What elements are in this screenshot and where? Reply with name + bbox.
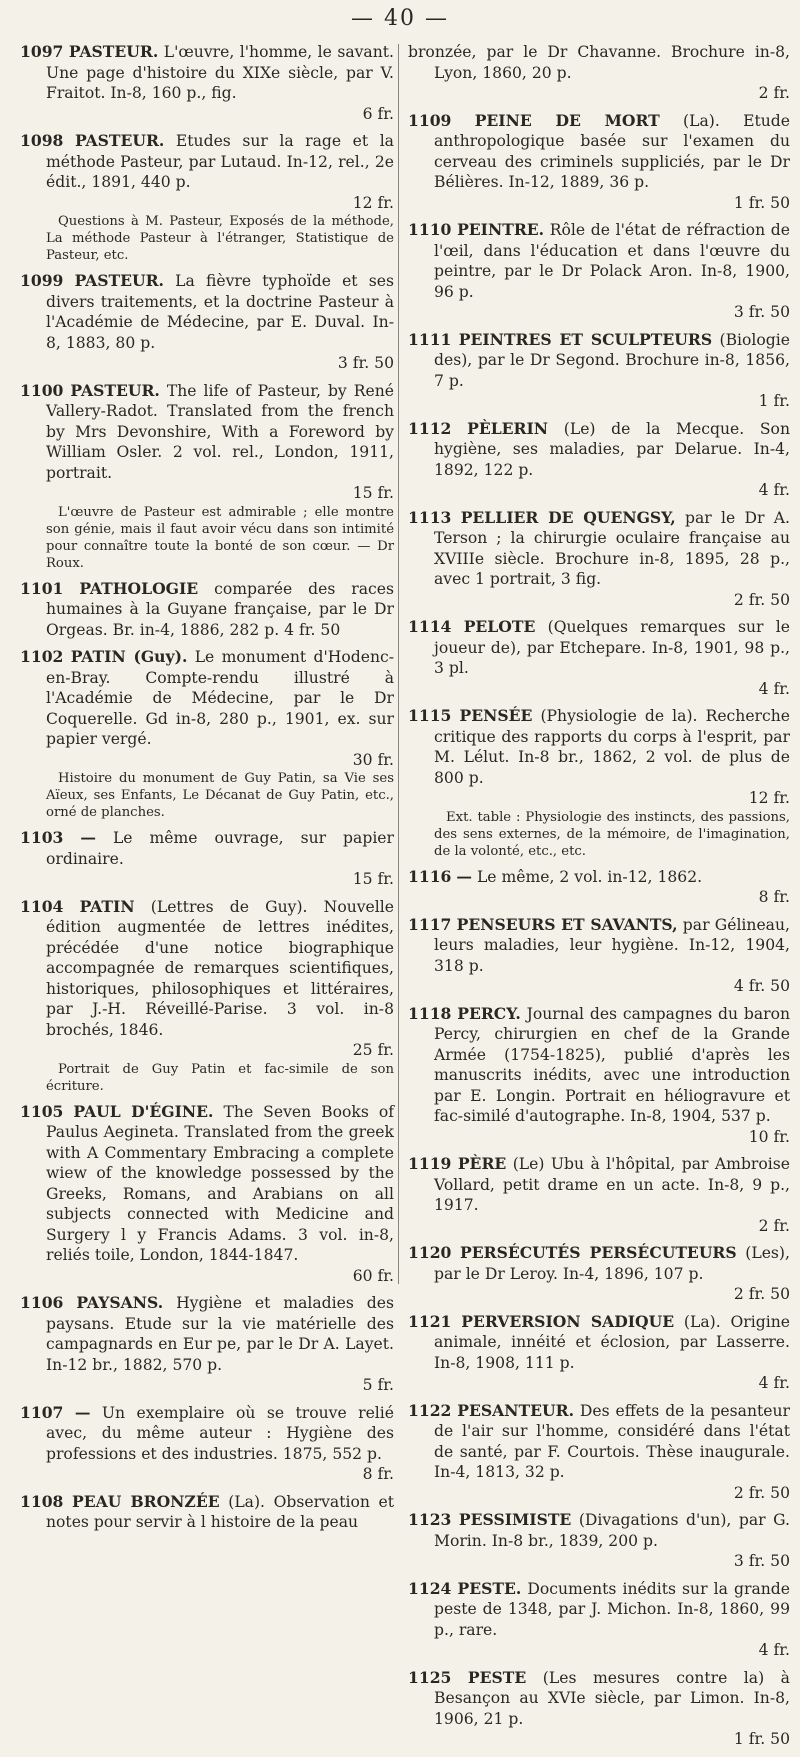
entry-price: 12 fr. <box>352 193 394 212</box>
catalog-entry <box>20 1293 394 1396</box>
entry-description: (La). Etude anthropologique basée sur l'examen du cerveau des criminels suppliciés, par le Dr Bélières. In-12, 1889, 36 p. <box>434 111 790 191</box>
entry-number: 1125 <box>408 1667 452 1687</box>
entry-price: 2 fr. <box>758 1216 790 1235</box>
entry-heading: PESTE. <box>457 1578 522 1598</box>
entry-description: Etudes sur la rage et la méthode Pasteur, par Lutaud. In-12, rel., 2e édit., 1891, 440 p. <box>46 132 394 191</box>
entry-number: 1121 <box>408 1311 452 1331</box>
entry-heading: PATIN <box>79 896 135 916</box>
entry-number: 1106 <box>20 1293 64 1312</box>
catalog-entry <box>408 220 790 323</box>
entry-description: (Les mesures contre la) à Besançon au XVIe siècle, par Limon. In-8, 1906, 21 p. <box>434 1668 790 1728</box>
entry-description: (La). Observation et notes pour servir à l histoire de la peau <box>46 1492 394 1531</box>
entry-heading: PASTEUR. <box>74 271 164 290</box>
entry-heading: PENSÉE <box>459 706 533 725</box>
entry-price: 12 fr. <box>748 789 790 807</box>
entry-heading: PERCY. <box>457 1003 521 1023</box>
entry-price: 4 fr. <box>758 1641 790 1659</box>
entry-price: 3 fr. 50 <box>337 354 394 372</box>
entry-description: Documents inédits sur la grande peste de 1348, par J. Michon. In-8, 1860, 99 p., rare. <box>434 1579 790 1639</box>
entry-heading: PESSIMISTE <box>458 1510 572 1529</box>
entry-price: 10 fr. <box>748 1127 790 1146</box>
entry-text <box>408 617 790 699</box>
entry-description: Le même, 2 vol. in-12, 1862. <box>476 867 703 886</box>
entry-heading: PEINTRES ET SCULPTEURS <box>458 329 713 349</box>
entry-note: Portrait de Guy Patin et fac-simile de son écriture. <box>46 1061 394 1094</box>
catalog-entry <box>408 1401 790 1504</box>
entry-number: 1108 <box>20 1491 64 1511</box>
entry-price: 15 fr. <box>352 870 394 888</box>
entry-heading: PEAU BRONZÉE <box>72 1491 220 1511</box>
entry-text <box>408 111 790 214</box>
entry-description: Des effets de la pesanteur de l'air sur l'homme, considéré dans l'état de santé, par F. Courtois. Thèse inaugurale. In-4, 1813, 32 p. <box>434 1401 790 1481</box>
entry-description: Hygiène et maladies des paysans. Etude sur la vie matérielle des campagnards en Eur pe, par le Dr A. Layet. In-12 br., 1882, 570 p. <box>46 1294 394 1374</box>
entry-heading: PESANTEUR. <box>457 1400 574 1420</box>
entry-number: 1113 <box>408 507 452 527</box>
entry-heading: — <box>456 866 472 886</box>
entry-text <box>408 1154 790 1236</box>
entry-text <box>408 1312 790 1394</box>
entry-description: par Gélineau, leurs maladies, leur hygiène. In-12, 1904, 318 p. <box>434 915 790 975</box>
left-column <box>20 42 394 1540</box>
entry-heading: PATIN (Guy). <box>70 647 188 666</box>
entry-text <box>20 1102 394 1287</box>
entry-description: (Les), par le Dr Leroy. In-4, 1896, 107 p. <box>434 1244 790 1283</box>
entry-number: 1115 <box>408 706 452 725</box>
catalog-entry <box>20 381 394 572</box>
catalog-entry <box>20 42 394 124</box>
entry-text <box>408 508 790 611</box>
catalog-entry <box>20 1403 394 1485</box>
entry-description: (Biologie des), par le Dr Segond. Brochure in-8, 1856, 7 p. <box>434 330 790 390</box>
entry-number: 1109 <box>408 110 452 130</box>
entry-description: (Le) de la Mecque. Son hygiène, ses maladies, par Delarue. In-4, 1892, 122 p. <box>434 419 790 479</box>
right-column <box>408 42 790 1757</box>
catalog-entry <box>20 897 394 1095</box>
entry-description: Le même ouvrage, sur papier ordinaire. <box>46 829 394 868</box>
entry-price: 2 fr. 50 <box>733 590 790 609</box>
entry-number: 1119 <box>408 1154 452 1173</box>
entry-price: 25 fr. <box>352 1041 394 1059</box>
entry-heading: PERVERSION SADIQUE <box>461 1311 675 1331</box>
entry-text <box>20 579 394 641</box>
entry-text <box>408 915 790 997</box>
entry-description: La fièvre typhoïde et ses divers traitements, et la doctrine Pasteur à l'Académie de Médecine, par E. Duval. In-8, 1883, 80 p. <box>46 272 394 352</box>
entry-heading: PÈRE <box>457 1154 507 1173</box>
page-number: — 40 — <box>351 6 449 31</box>
entry-number: 1098 <box>20 131 64 150</box>
entry-description: The life of Pasteur, by René Vallery-Radot. Translated from the french by Mrs Devonshire, With a Foreword by William Osler. 2 vol. rel., London, 1911, portrait. <box>46 381 394 482</box>
entry-note: Questions à M. Pasteur, Exposés de la méthode, La méthode Pasteur à l'étranger, Statistique de Pasteur, etc. <box>46 214 394 263</box>
catalog-entry <box>408 915 790 997</box>
catalog-entry <box>408 330 790 412</box>
entry-number: 1116 <box>408 866 452 886</box>
catalog-entry <box>408 1510 790 1572</box>
entry-price: 2 fr. 50 <box>733 1483 790 1502</box>
entry-number: 1100 <box>20 380 64 400</box>
entry-price: 4 fr. <box>758 679 790 698</box>
entry-text <box>20 828 394 890</box>
entry-text <box>408 1401 790 1504</box>
entry-text <box>408 1243 790 1305</box>
catalog-entry <box>408 1312 790 1394</box>
entry-number: 1112 <box>408 418 452 438</box>
catalog-entry <box>408 42 790 104</box>
entry-heading: PEINE DE MORT <box>474 110 660 130</box>
entry-number: 1107 <box>20 1402 64 1422</box>
entry-heading: PASTEUR. <box>68 42 159 61</box>
entry-heading: PÈLERIN <box>467 418 549 438</box>
entry-heading: PAUL D'ÉGINE. <box>73 1101 214 1121</box>
entry-text <box>20 1403 394 1485</box>
entry-price: 5 fr. <box>362 1376 394 1394</box>
catalog-entry <box>408 1154 790 1236</box>
entry-number: 1122 <box>408 1400 452 1420</box>
entry-number: 1099 <box>20 271 64 290</box>
entry-number: 1104 <box>20 896 64 916</box>
entry-description: (Le) Ubu à l'hôpital, par Ambroise Vollard, petit drame en un acte. In-8, 9 p., 1917. <box>434 1155 790 1214</box>
entry-number: 1114 <box>408 617 452 636</box>
entry-description: Journal des campagnes du baron Percy, chirurgien en chef de la Grande Armée (1754-1825), publié d'après les manuscrits inédits, avec une introduction par E. Longin. Portrait en héliogravure et fac-similé d'autographe. In-8, 1904, 537 p. <box>434 1004 790 1125</box>
entry-price: 3 fr. 50 <box>733 1552 790 1570</box>
entry-note: L'œuvre de Pasteur est admirable ; elle montre son génie, mais il faut avoir vécu dans son intimité pour connaître toute la bonté de son cœur. — Dr Roux. <box>46 504 394 571</box>
entry-text <box>20 1492 394 1533</box>
entry-text <box>408 1668 790 1750</box>
entry-heading: PEINTRE. <box>457 220 545 239</box>
catalog-entry <box>20 1102 394 1287</box>
entry-description: Un exemplaire où se trouve relié avec, du même auteur : Hygiène des professions et des industries. 1875, 552 p. <box>46 1403 394 1463</box>
catalog-entry <box>20 271 394 374</box>
catalog-entry <box>20 131 394 264</box>
entry-price: 4 fr. 50 <box>733 977 790 995</box>
entry-heading: PASTEUR. <box>70 380 160 400</box>
catalog-entry <box>408 617 790 699</box>
entry-description: L'œuvre, l'homme, le savant. Une page d'histoire du XIXe siècle, par V. Fraitot. In-8, 160 p., fig. <box>46 43 394 102</box>
entry-number: 1102 <box>20 647 64 666</box>
entry-description: (Divagations d'un), par G. Morin. In-8 br., 1839, 200 p. <box>434 1511 790 1550</box>
entry-text <box>20 647 394 770</box>
entry-price: 3 fr. 50 <box>733 303 790 321</box>
catalog-entry <box>408 419 790 501</box>
entry-text <box>408 419 790 501</box>
entry-description: (Physiologie de la). Recherche critique des rapports du corps à l'esprit, par M. Lélut. In-8 br., 1862, 2 vol. de plus de 800 p. <box>434 707 791 787</box>
entry-text <box>20 271 394 374</box>
catalog-entry <box>408 1579 790 1661</box>
catalog-entry <box>408 1004 790 1148</box>
catalog-entry <box>408 111 790 214</box>
entry-number: 1118 <box>408 1003 452 1023</box>
entry-text <box>20 381 394 504</box>
entry-price: 8 fr. <box>758 888 790 906</box>
entry-heading: PELLIER DE QUENGSY, <box>460 507 676 527</box>
entry-text <box>408 220 790 323</box>
entry-heading: PASTEUR. <box>74 131 165 150</box>
column-divider <box>398 44 399 1284</box>
entry-description: Le monument d'Hodenc-en-Bray. Compte-rendu illustré à l'Académie de Médecine, par le Dr Coquerelle. Gd in-8, 280 p., 1901, ex. sur papier vergé. <box>46 648 394 748</box>
entry-heading: PESTE <box>467 1667 527 1687</box>
catalog-entry <box>408 706 790 860</box>
entry-heading: — <box>80 828 96 847</box>
entry-price: 8 fr. <box>362 1465 394 1483</box>
entry-number: 1120 <box>408 1243 452 1262</box>
catalog-entry <box>20 647 394 821</box>
entry-description: (La). Origine animale, innéité et éclosion, par Lasserre. In-8, 1908, 111 p. <box>434 1312 790 1372</box>
entry-number: 1124 <box>408 1578 452 1598</box>
entry-heading: PATHOLOGIE <box>79 578 199 598</box>
entry-price: 4 fr. <box>758 481 790 499</box>
catalog-entry <box>408 508 790 611</box>
entry-price: 4 fr. <box>758 1374 790 1392</box>
catalog-entry <box>20 828 394 890</box>
entry-description: comparée des races humaines à la Guyane française, par le Dr Orgeas. Br. in-4, 1886, 282 p. 4 fr. 50 <box>46 579 394 639</box>
entry-number: 1105 <box>20 1101 64 1121</box>
entry-text <box>408 1579 790 1661</box>
entry-number: 1123 <box>408 1510 452 1529</box>
entry-text <box>408 867 790 908</box>
entry-number: 1103 <box>20 828 64 847</box>
entry-number: 1111 <box>408 329 452 349</box>
catalog-entry <box>20 579 394 641</box>
entry-note: Ext. table : Physiologie des instincts, des passions, des sens externes, de la mémoire, de l'imagination, de la volonté, etc., etc. <box>434 809 790 859</box>
entry-price: 15 fr. <box>352 484 394 502</box>
catalog-entry <box>408 1243 790 1305</box>
entry-price: 2 fr. <box>758 84 790 102</box>
entry-heading: — <box>74 1402 91 1422</box>
entry-description: bronzée, par le Dr Chavanne. Brochure in-8, Lyon, 1860, 20 p. <box>408 43 790 82</box>
entry-number: 1101 <box>20 578 64 598</box>
entry-price: 30 fr. <box>352 750 394 769</box>
entry-text <box>408 1510 790 1572</box>
entry-description: (Quelques remarques sur le joueur de), par Etchepare. In-8, 1901, 98 p., 3 pl. <box>434 618 790 677</box>
entry-text <box>408 1004 790 1148</box>
entry-number: 1097 <box>20 42 64 61</box>
catalog-entry <box>408 867 790 908</box>
entry-heading: PELOTE <box>463 617 536 636</box>
entry-description: par le Dr A. Terson ; la chirurgie oculaire française au XVIIIe siècle. Brochure in-8, 1895, 28 p., avec 1 portrait, 3 fig. <box>434 508 790 588</box>
entry-note: Histoire du monument de Guy Patin, sa Vie ses Aïeux, ses Enfants, Le Décanat de Guy Patin, etc., orné de planches. <box>46 771 394 820</box>
entry-price: 1 fr. <box>758 392 790 410</box>
catalog-entry <box>408 1668 790 1750</box>
catalog-entry <box>20 1492 394 1533</box>
entry-text <box>408 706 790 809</box>
entry-heading: PERSÉCUTÉS PERSÉCUTEURS <box>460 1243 737 1262</box>
entry-text <box>20 42 394 124</box>
entry-description: (Lettres de Guy). Nouvelle édition augmentée de lettres inédites, précédée d'une notice biographique accompagnée de remarques scientifiques, historiques, philosophiques et littéraires, par J.-H. Réveillé-Parise. 3 vol. in-8 brochés, 1846. <box>46 897 394 1039</box>
entry-price: 1 fr. 50 <box>733 1730 790 1748</box>
entry-text <box>20 1293 394 1396</box>
entry-price: 6 fr. <box>362 104 394 123</box>
entry-heading: PAYSANS. <box>76 1293 164 1312</box>
entry-text <box>408 42 790 104</box>
entry-description: The Seven Books of Paulus Aegineta. Translated from the greek with A Commentary Embracing a complete wiew of the knowledge possessed by the Greeks, Romans, and Arabians on all subjects connected with Medicine and Surgery l y Francis Adams. 3 vol. in-8, reliés toile, London, 1844-1847. <box>46 1102 394 1264</box>
entry-number: 1117 <box>408 914 452 934</box>
entry-price: 2 fr. 50 <box>733 1285 790 1303</box>
entry-description: Rôle de l'état de réfraction de l'œil, dans l'éducation et dans l'œuvre du peintre, par le Dr Polack Aron. In-8, 1900, 96 p. <box>434 221 790 301</box>
entry-price: 1 fr. 50 <box>733 193 790 212</box>
entry-heading: PENSEURS ET SAVANTS, <box>456 914 678 934</box>
entry-text <box>20 131 394 213</box>
entry-text <box>408 330 790 412</box>
entry-number: 1110 <box>408 220 452 239</box>
entry-price: 60 fr. <box>352 1266 394 1285</box>
entry-text <box>20 897 394 1061</box>
